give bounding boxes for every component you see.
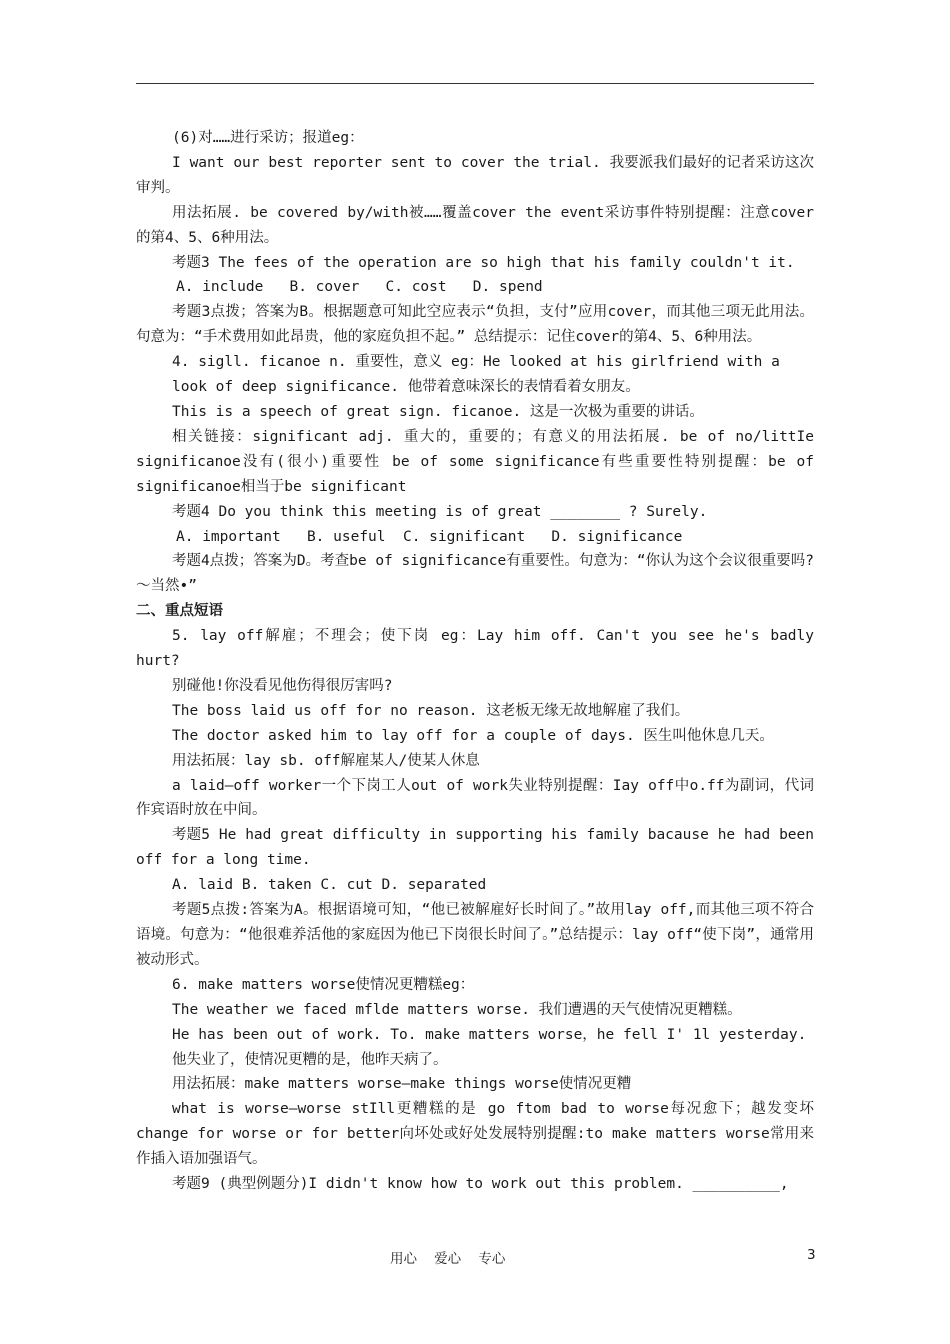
paragraph: 他失业了，使情况更糟的是，他昨天病了。 bbox=[172, 1051, 448, 1068]
paragraph: 别碰他!你没看见他伤得很厉害吗? bbox=[172, 677, 393, 694]
paragraph: look of deep significance. 他带着意味深长的表情看着女朋友。 bbox=[172, 379, 640, 396]
answer-options: A. include B. cover C. cost D. spend bbox=[176, 279, 543, 296]
paragraph: A. laid B. taken C. cut D. separated bbox=[172, 877, 487, 894]
paragraph: 考题9 (典型例题分)I didn't know how to work out this problem. __________, bbox=[172, 1176, 789, 1193]
paragraph: 用法拓展：make matters worse—make things worse使情况更糟 bbox=[172, 1076, 632, 1093]
paragraph: 相关链接：significant adj. 重大的，重要的；有意义的用法拓展. be of no/littIe significanoe没有(很小)重要性 be of some significance有些重要性特别提醒：be of significanoe相当于be significant bbox=[136, 428, 814, 495]
paragraph: (6)对……进行采访；报道eg： bbox=[172, 130, 364, 146]
page-number: 3 bbox=[807, 1247, 816, 1263]
paragraph: 用法拓展：lay sb. off解雇某人/使某人休息 bbox=[172, 752, 480, 769]
paragraph: 4. sigll. ficanoe n. 重要性，意义 eg：He looked at his girlfriend with a bbox=[172, 354, 780, 371]
paragraph: what is worse—worse stIll更糟糕的是 go ftom bad to worse每况愈下；越发变坏change for worse or for better向坏处或好处发展特别提醒:to make matters worse常用来作插入语加强语气。 bbox=[136, 1101, 814, 1168]
paragraph: 考题3点拨；答案为B。根据题意可知此空应表示“负担，支付”应用cover，而其他三项无此用法。句意为：“手术费用如此昂贵，他的家庭负担不起。” 总结提示：记住cover的第4、5、6种用法。 bbox=[136, 304, 814, 346]
paragraph: The weather we faced mflde matters worse. 我们遭遇的天气使情况更糟糕。 bbox=[172, 1001, 742, 1018]
paragraph: He has been out of work. To. make matters worse，he fell I' 1l yesterday. bbox=[172, 1026, 807, 1043]
section-heading: 二、重点短语 bbox=[136, 603, 223, 620]
paragraph: The boss laid us off for no reason. 这老板无缘无故地解雇了我们。 bbox=[172, 702, 690, 719]
paragraph: 5. lay off解雇；不理会；使下岗 eg：Lay him off. Can't you see he's badly hurt? bbox=[136, 628, 814, 670]
paragraph: 6. make matters worse使情况更糟糕eg： bbox=[172, 976, 475, 993]
paragraph: 考题5点拨:答案为A。根据语境可知，“他已被解雇好长时间了。”故用lay off,而其他三项不符合语境。句意为：“他很难养活他的家庭因为他已下岗很长时间了。”总结提示：lay off“使下岗”，通常用被动形式。 bbox=[136, 902, 814, 968]
paragraph: 考题4 Do you think this meeting is of great ________ ? Surely. bbox=[172, 503, 708, 520]
paragraph: 考题5 He had great difficulty in supporting his family bacause he had been off for a long time. bbox=[136, 827, 814, 869]
paragraph: a laid—off worker一个下岗工人out of work失业特别提醒：Iay off中o.ff为副词，代词作宾语时放在中间。 bbox=[136, 777, 814, 819]
document-body bbox=[136, 126, 814, 1197]
header-rule bbox=[136, 83, 814, 84]
paragraph: 考题4点拨；答案为D。考查be of significance有重要性。句意为：“你认为这个会议很重要吗?～当然•” bbox=[136, 553, 814, 595]
paragraph: 考题3 The fees of the operation are so high that his family couldn't it. bbox=[172, 254, 795, 271]
paragraph: I want our best reporter sent to cover the trial. 我要派我们最好的记者采访这次审判。 bbox=[136, 154, 814, 196]
paragraph: This is a speech of great sign. ficanoe. 这是一次极为重要的讲话。 bbox=[172, 403, 704, 420]
paragraph: The doctor asked him to lay off for a couple of days. 医生叫他休息几天。 bbox=[172, 727, 774, 744]
paragraph: 用法拓展. be covered by/with被……覆盖cover the event采访事件特别提醒：注意cover的第4、5、6种用法。 bbox=[136, 204, 814, 246]
footer-motto: 用心 爱心 专心 bbox=[390, 1251, 506, 1267]
answer-options: A. important B. useful C. significant D. significance bbox=[176, 528, 683, 545]
